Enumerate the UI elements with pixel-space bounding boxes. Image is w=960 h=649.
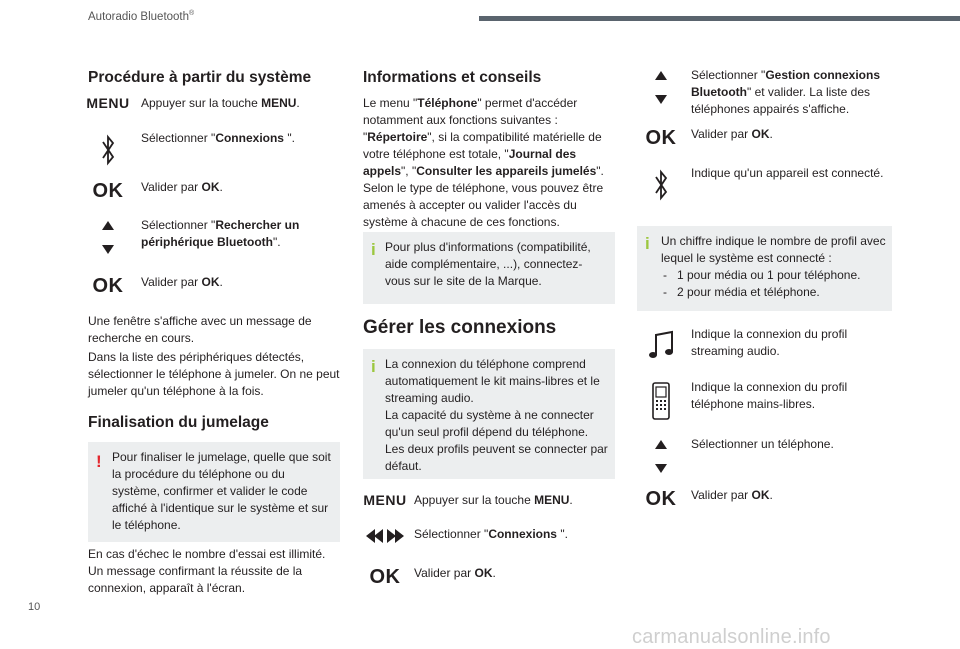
info-box-connection-text: La connexion du téléphone comprend automatiquement le kit mains-libres et le streaming audio. La capacité du système à ne connecter qu'un seul profil dépend du téléphone. Les deux profils peuvent se connecter par défaut. — [385, 357, 608, 473]
menu-button-icon: MENU — [363, 492, 407, 509]
info-box-profiles-body — [661, 233, 889, 301]
header-title-sup: ® — [189, 10, 195, 17]
col1-step-5 — [84, 274, 344, 300]
col3-step-7 — [637, 487, 892, 513]
ok-button-icon: OK — [645, 127, 677, 150]
profiles-list — [661, 267, 889, 301]
col1-para-list: Dans la liste des périphériques détectés, sélectionner le téléphone à jumeler. On ne peut jumeler qu'un téléphone à la fois. — [88, 350, 340, 398]
info-box-connection — [363, 349, 615, 479]
bluetooth-icon — [84, 130, 132, 170]
watermark: carmanualsonline.info — [632, 626, 831, 648]
running-header — [88, 9, 194, 26]
col3-step-2 — [637, 126, 892, 152]
ok-button-icon: OK — [369, 566, 401, 589]
info-box-profiles — [637, 226, 892, 311]
info-box-profiles-text: Un chiffre indique le nombre de profil avec lequel le système est connecté : — [661, 234, 886, 265]
info-icon: i — [645, 234, 650, 253]
col3-step-2-text: Valider par OK. — [691, 127, 773, 141]
col2-step-3 — [361, 565, 616, 591]
col1-step-3 — [84, 179, 344, 205]
ok-button-icon: OK — [645, 488, 677, 511]
col1-step-4 — [84, 217, 344, 257]
heading-procedure: Procédure à partir du système — [88, 69, 312, 86]
col3-step-1 — [637, 67, 892, 116]
up-down-arrows-icon — [637, 67, 685, 107]
col3-step-6 — [637, 436, 892, 476]
heading-finalisation: Finalisation du jumelage — [88, 414, 269, 431]
col3-step-4-text: Indique la connexion du profil streaming audio. — [691, 327, 848, 358]
col3-step-5-text: Indique la connexion du profil téléphone mains-libres. — [691, 380, 848, 411]
left-right-arrows-icon — [361, 526, 409, 546]
col3-step-3 — [637, 165, 892, 205]
warning-text: Pour finaliser le jumelage, quelle que soit la procédure du téléphone ou du système, confirmer et valider le code affiché à l'identique sur le système et sur le téléphone. — [112, 450, 331, 532]
col2-step-2-text: Sélectionner "Connexions ". — [414, 527, 568, 541]
col3-step-3-text: Indique qu'un appareil est connecté. — [691, 166, 884, 180]
list-item: - 1 pour média ou 1 pour téléphone. — [661, 267, 889, 284]
menu-button-icon: MENU — [86, 95, 130, 112]
page-number: 10 — [28, 601, 41, 613]
col3-step-6-text: Sélectionner un téléphone. — [691, 437, 834, 451]
info-icon: i — [371, 240, 376, 259]
info-box-website — [363, 232, 615, 304]
up-down-arrows-icon — [637, 436, 685, 476]
col2-step-1-text: Appuyer sur la touche MENU. — [414, 493, 573, 507]
col2-step-1 — [361, 492, 616, 512]
col3-step-4 — [637, 326, 892, 366]
col1-step-2-text: Sélectionner "Connexions ". — [141, 131, 295, 145]
warning-icon: ! — [96, 452, 102, 471]
col2-step-2 — [361, 526, 616, 546]
up-down-arrows-icon — [84, 217, 132, 257]
heading-informations: Informations et conseils — [363, 69, 542, 86]
col1-step-1-text: Appuyer sur la touche MENU. — [141, 96, 300, 110]
col3-step-5 — [637, 379, 892, 423]
phone-icon — [637, 379, 685, 423]
info-icon: i — [371, 357, 376, 376]
bluetooth-icon — [637, 165, 685, 205]
col1-para-search: Une fenêtre s'affiche avec un message de recherche en cours. — [88, 314, 312, 345]
list-item: - 2 pour média et téléphone. — [661, 284, 889, 301]
info-box-website-text: Pour plus d'informations (compatibilité, aide complémentaire, ...), connectez-vous sur le site de la Marque. — [385, 240, 591, 288]
col2-intro: Le menu "Téléphone" permet d'accéder notamment aux fonctions suivantes : "Répertoire", si la compatibilité matérielle de votre téléphone est totale, "Journal des appels", "Consulter les appareils jumelés". Selon le type de téléphone, vous pouvez être amenés à accepter ou valider l'accès du système à chacune de ces fonctions. — [363, 96, 604, 229]
ok-button-icon: OK — [92, 180, 124, 203]
header-bar — [479, 16, 960, 21]
col1-step-4-text: Sélectionner "Rechercher un périphérique Bluetooth". — [141, 218, 300, 249]
col1-step-5-text: Valider par OK. — [141, 275, 223, 289]
col1-para-failure: En cas d'échec le nombre d'essai est illimité. Un message confirmant la réussite de la connexion, apparaît à l'écran. — [88, 547, 326, 595]
col1-step-3-text: Valider par OK. — [141, 180, 223, 194]
col3-step-1-text: Sélectionner "Gestion connexions Bluetooth" et valider. La liste des téléphones appairés s'affiche. — [691, 68, 880, 116]
col1-step-1 — [84, 95, 344, 115]
heading-gerer-connexions: Gérer les connexions — [363, 317, 557, 338]
warning-box — [88, 442, 340, 542]
ok-button-icon: OK — [92, 275, 124, 298]
col2-step-3-text: Valider par OK. — [414, 566, 496, 580]
music-note-icon — [637, 326, 685, 366]
col3-step-7-text: Valider par OK. — [691, 488, 773, 502]
col1-step-2 — [84, 130, 344, 170]
header-title: Autoradio Bluetooth — [88, 11, 190, 23]
